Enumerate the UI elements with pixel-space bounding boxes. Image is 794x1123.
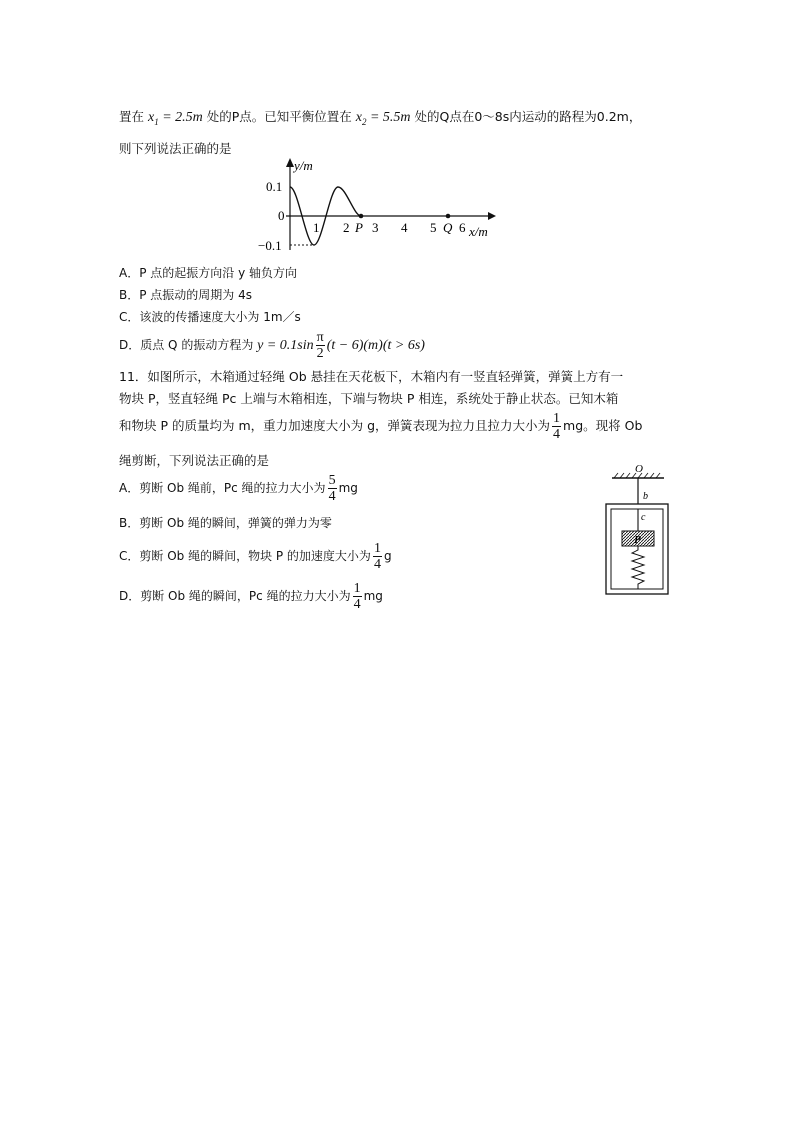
x-axis-arrow — [488, 212, 496, 220]
q11-option-d: D．剪断 Ob 绳的瞬间，Pc 绳的拉力大小为 $\frac{1}{4}$ mg — [119, 581, 383, 612]
wave-figure — [256, 158, 506, 258]
equation-part: y = 0.1sin — [257, 338, 314, 353]
x-tick-4: 4 — [401, 220, 408, 235]
label-p: P — [355, 220, 363, 235]
q11-option-c: C．剪断 Ob 绳的瞬间，物块 P 的加速度大小为 $\frac{1}{4}$ g — [119, 541, 392, 572]
box-spring-figure — [602, 464, 678, 598]
q11-line-1: 11．如图所示，木箱通过轻绳 Ob 悬挂在天花板下，木箱内有一竖直轻弹簧，弹簧上方有一 — [119, 369, 624, 384]
label-c: c — [641, 512, 646, 523]
q11-line-3: 和物块 P 的质量均为 m，重力加速度大小为 g，弹簧表现为拉力且拉力大小为 $\frac{1}{4}$ mg。现将 Ob — [119, 411, 643, 442]
option-d-text: D．质点 Q 的振动方程为 — [119, 338, 258, 352]
prev-option-b: B．P 点振动的周期为 4s — [119, 288, 252, 302]
math-x1: $x_1 = 2.5m$ — [147, 110, 203, 127]
point-p-dot — [359, 214, 364, 219]
fraction-one-quarter: $\frac{1}{4}$ — [553, 411, 561, 442]
x-tick-6: 6 — [459, 220, 466, 235]
fraction-one-quarter: $\frac{1}{4}$ — [373, 541, 381, 572]
label-q: Q — [443, 220, 453, 235]
wooden-box-inner — [611, 509, 663, 589]
prev-question-line-1 — [119, 108, 641, 131]
q11-option-b: B．剪断 Ob 绳的瞬间，弹簧的弹力为零 — [119, 516, 332, 530]
prev-option-a: A．P 点的起振方向沿 y 轴负方向 — [119, 266, 297, 280]
x-axis-label: x/m — [469, 224, 488, 239]
prev-option-d — [119, 330, 425, 361]
spring — [632, 546, 644, 589]
math-x2: $x_2 = 5.5m$ — [355, 110, 411, 127]
y-axis-label: y/m — [294, 158, 313, 173]
q11-option-a: A．剪断 Ob 绳前，Pc 绳的拉力大小为 $\frac{5}{4}$ mg — [119, 473, 358, 504]
label-o: O — [635, 464, 643, 475]
equation-part: (t − 6)(m)(t > 6s) — [326, 338, 425, 353]
prev-question-line-2: 则下列说法正确的是 — [119, 141, 232, 156]
y-tick-max: 0.1 — [266, 179, 283, 194]
text-segment: 处的Q点在0～8s内运动的路程为0.2m， — [410, 109, 642, 124]
x-tick-1: 1 — [313, 220, 320, 235]
fraction-one-quarter: $\frac{1}{4}$ — [353, 581, 361, 612]
label-p: P — [634, 534, 641, 546]
y-axis-arrow — [286, 158, 294, 167]
text-segment: 处的P点。已知平衡位置在 — [202, 109, 356, 124]
y-tick-zero: 0 — [278, 208, 285, 223]
x-tick-2: 2 — [343, 220, 350, 235]
fraction-pi-over-2: $\frac{\pi}{2}$ — [316, 330, 324, 361]
x-tick-3: 3 — [372, 220, 379, 235]
fraction-five-quarters: $\frac{5}{4}$ — [328, 473, 336, 504]
x-tick-5: 5 — [430, 220, 437, 235]
q11-line-2: 物块 P，竖直轻绳 Pc 上端与木箱相连，下端与物块 P 相连，系统处于静止状态。已知木箱 — [119, 391, 619, 406]
wooden-box-outer — [606, 504, 668, 594]
text-segment: 置在 — [119, 109, 148, 124]
label-b: b — [643, 491, 648, 502]
q11-line-4: 绳剪断，下列说法正确的是 — [119, 453, 270, 468]
prev-option-c: C．该波的传播速度大小为 1m／s — [119, 310, 301, 324]
point-q-dot — [446, 214, 451, 219]
y-tick-min: −0.1 — [258, 238, 282, 253]
